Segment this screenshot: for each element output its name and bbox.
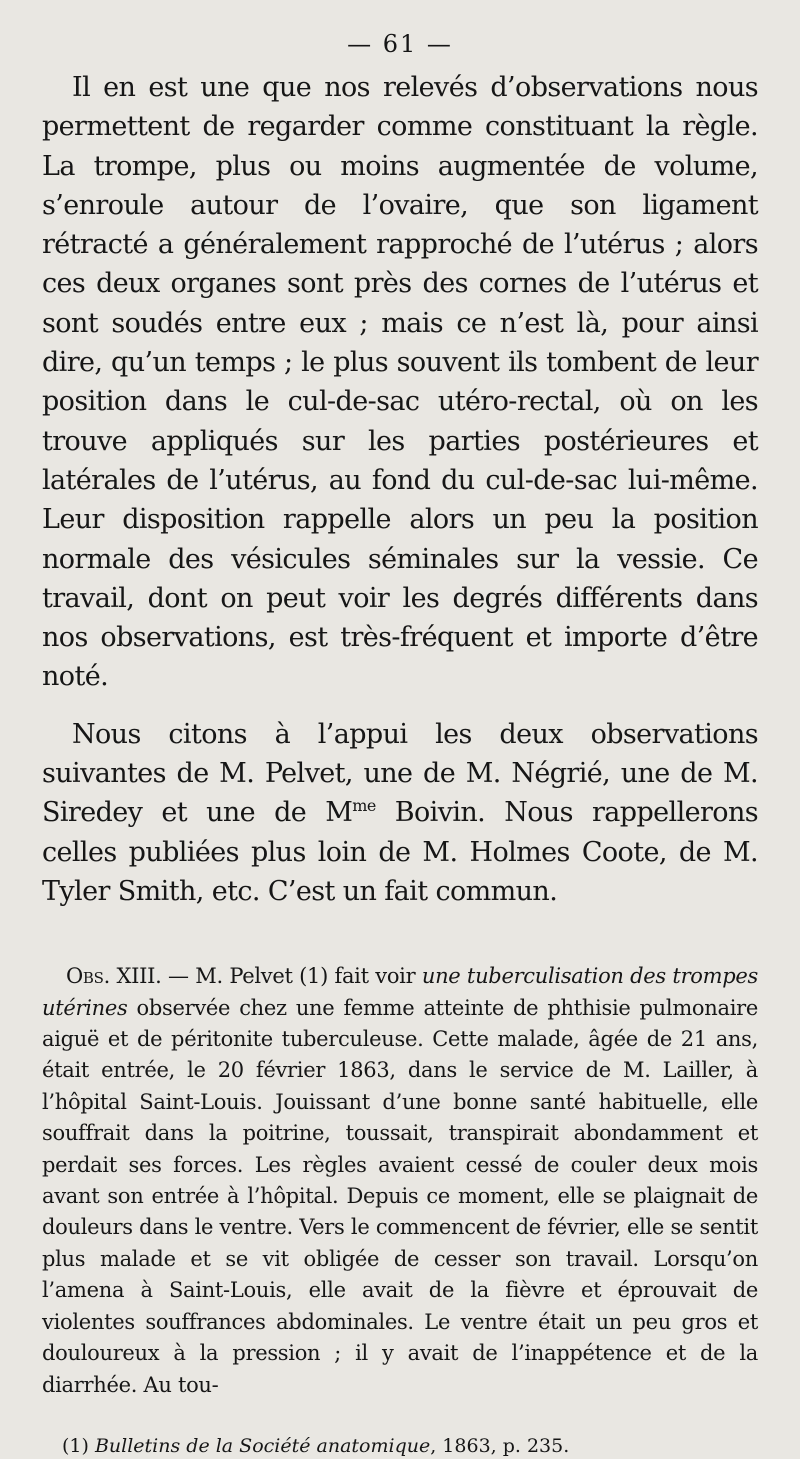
paragraph-2 <box>42 715 758 911</box>
observation-author: M. Pelvet (1) fait voir <box>195 964 422 989</box>
observation-title: une tuberculisation des trompes utérines <box>42 964 759 1020</box>
observation-label: Obs. XIII. <box>66 964 162 989</box>
observation-xiii <box>42 961 758 1401</box>
main-text <box>42 68 758 911</box>
footnote-rest: , 1863, p. 235. <box>430 1434 570 1457</box>
paragraph-1: Il en est une que nos relevés d’observations nous permettent de regarder comme constituant la règle. La trompe, plus ou moins augmentée de volume, s’enroule autour de l’ovaire, que son ligament rétracté a généralement rapproché de l’utérus ; alors ces deux organes sont près des cornes de l’utérus et sont soudés entre eux ; mais ce n’est là, pour ainsi dire, qu’un temps ; le plus souvent ils tombent de leur position dans le cul-de-sac utéro-rectal, où on les trouve appliqués sur les parties postérieures et latérales de l’utérus, au fond du cul-de-sac lui-même. Leur disposition rappelle alors un peu la position normale des vésicules séminales sur la vessie. Ce travail, dont on peut voir les degrés différents dans nos observations, est très-fréquent et importe d’être noté. <box>42 72 758 693</box>
footnote <box>42 1433 758 1459</box>
footnote-marker: (1) <box>62 1434 95 1457</box>
paragraph-2-text: Nous citons à l’appui les deux observations suivantes de M. Pelvet, une de M. Négrié, une de M. Siredey et une de M <box>42 718 758 829</box>
superscript-me: me <box>352 796 376 816</box>
page-number: — 61 — <box>347 30 453 58</box>
footnote-source: Bulletins de la Société anatomique <box>94 1434 431 1457</box>
observation-dash: — <box>161 964 196 989</box>
observation-text: observée chez une femme atteinte de phthisie pulmonaire aiguë et de péritonite tuberculeuse. Cette malade, âgée de 21 ans, était entrée, le 20 février 1863, dans le service de M. Lailler, à l’hôpital Saint-Louis. Jouissant d’une bonne santé habituelle, elle souffrait dans la poitrine, toussait, transpirait abondamment et perdait ses forces. Les règles avaient cessé de couler deux mois avant son entrée à l’hôpital. Depuis ce moment, elle se plaignait de douleurs dans le ventre. Vers le commencent de février, elle se sentit plus malade et se vit obligée de cesser son travail. Lorsqu’on l’amena à Saint-Louis, elle avait de la fièvre et éprouvait de violentes souffrances abdominales. Le ventre était un peu gros et douloureux à la pression ; il y avait de l’inappétence et de la diarrhée. Au tou- <box>42 995 758 1397</box>
paragraph-2-text-rest: Boivin. Nous rappellerons celles publiées plus loin de M. Holmes Coote, de M. Tyler Smith, etc. C’est un fait commun. <box>42 797 758 907</box>
